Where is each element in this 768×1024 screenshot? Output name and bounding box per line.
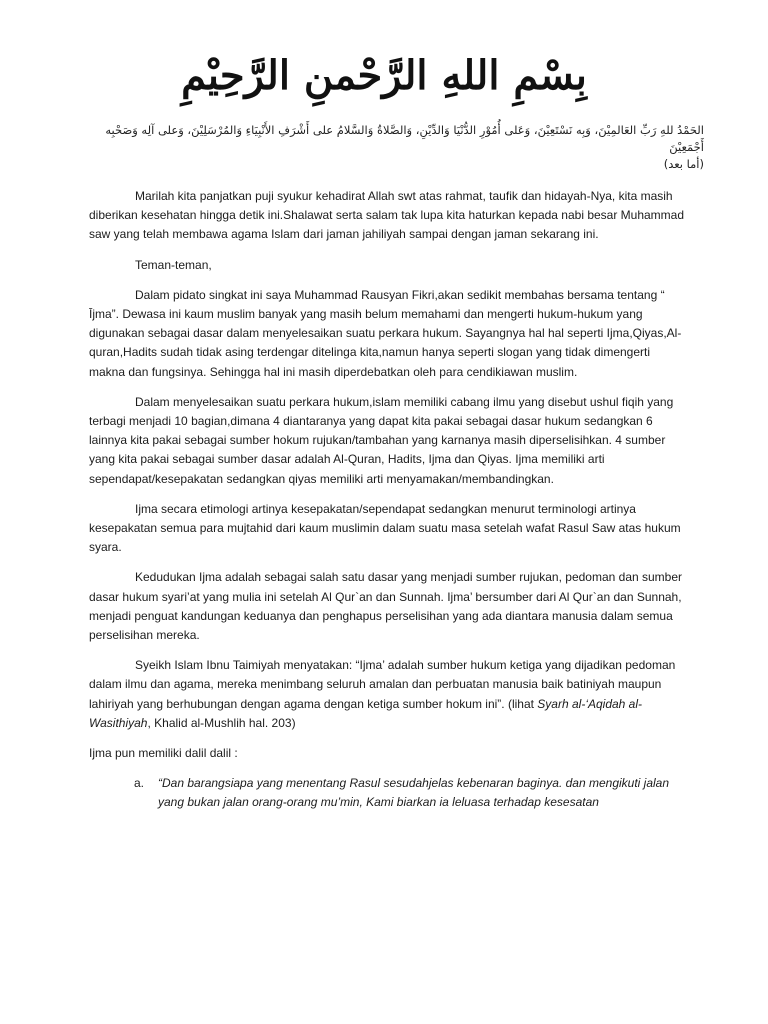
paragraph-dalil-intro: Ijma pun memiliki dalil dalil : [89, 746, 238, 761]
book-title: Syarh al-‘Aqidah al-Wasithiyah [89, 696, 643, 730]
arabic-amma-baad: (أما بعد) [663, 157, 704, 171]
list-item [134, 774, 689, 812]
document-body [89, 187, 689, 813]
paragraph-ijma-definition: Ijma secara etimologi artinya kesepakatan/sependapat sedangkan menurut terminologi artinya kesepakatan semua para mujtahid dari kaum muslimin dalam suatu masa setelah wafat Rasul Saw atas hukum syara. [89, 501, 681, 555]
list-marker: a. [134, 776, 145, 791]
quote-text: Syeikh Islam Ibnu Taimiyah menyatakan: “Ijma’ adalah sumber hukum ketiga yang dijadikan pedoman dalam ilmu dan agama, mereka menimbang seluruh amalan dan perbuatan manusia baik batiniyah maupun lahiriyah yang berhubungan dengan agama dengan ketiga sumber hokum ini”. (lihat [89, 658, 676, 711]
arabic-praise-line: الحَمْدُ للهِ رَبِّ العَالمِيْنَ، وَبِه نَسْتَعِيْنَ، وَعَلى أُمُوْرِ الدُّنْيَا وَالدِّيْنِ، وَالصَّلاةُ وَالسَّلامُ على أَشْرَفِ الأَنْبِيَاءِ وَالمُرْسَلِيْنَ، وَعلى آلِه وَصَحْبِه أَجْمَعِيْنَ [105, 123, 704, 154]
paragraph-ibnu-taimiyah [89, 656, 689, 733]
citation-text: , Khalid al-Mushlih hal. 203) [147, 715, 296, 730]
paragraph-greeting: Teman-teman, [135, 257, 212, 272]
basmala-calligraphy: بِسْمِ اللهِ الرَّحْمنِ الرَّحِيْمِ [181, 52, 587, 99]
list-item-text: “Dan barangsiapa yang menentang Rasul sesudahjelas kebenaran baginya. dan mengikuti jalan yang bukan jalan orang-orang mu’min, Kami biarkan ia leluasa terhadap kesesatan [158, 776, 670, 810]
paragraph-opening: Marilah kita panjatkan puji syukur kehadirat Allah swt atas rahmat, taufik dan hidayah-Nya, kita masih diberikan kesehatan hingga detik ini.Shalawat serta salam tak lupa kita haturkan kepada nabi besar Muhammad saw yang telah membawa agama Islam dari jaman jahiliyah sampai dengan jaman sekarang ini. [89, 189, 685, 242]
arabic-opening [84, 122, 704, 173]
paragraph-introduction: Dalam pidato singkat ini saya Muhammad Rausyan Fikri,akan sedikit membahas bersama tentang “ Ījma”. Dewasa ini kaum muslim banyak yang masih belum memahami dan mengerti hukum-hukum yang digunakan sebagai dasar dalam menyelesaikan suatu perkara hukum. Sayangnya hal hal seperti Ijma,Qiyas,Al-quran,Hadits sudah tidak asing terdengar ditelinga kita,namun hanya seperti slogan yang tidak dimengerti makna dan fungsinya. Sehingga hal ini masih diperdebatkan oleh para cendikiawan muslim. [89, 287, 682, 379]
paragraph-ijma-position: Kedudukan Ijma adalah sebagai salah satu dasar yang menjadi sumber rujukan, pedoman dan sumber dasar hukum syari’at yang mulia ini setelah Al Qur`an dan Sunnah. Ijma’ bersumber dari Al Qur`an dan Sunnah, menjadi penguat kandungan keduanya dan penghapus perselisihan yang ada diantara manusia dalam semua perselisihan mereka. [89, 570, 683, 643]
paragraph-ushul-fiqih: Dalam menyelesaikan suatu perkara hukum,islam memiliki cabang ilmu yang disebut ushul fiqih yang terbagi menjadi 10 bagian,dimana 4 diantaranya yang dapat kita pakai sebagai dasar hukum sedangkan 6 lainnya kita pakai sebagai sumber hokum rujukan/tambahan yang karnanya masih diperselisihkan. 4 sumber yang kita pakai sebagai sumber dasar adalah Al-Quran, Hadits, Ijma dan Qiyas. Ijma memiliki arti sependapat/kesepakatan sedangkan qiyas memiliki arti menyamakan/membandingkan. [89, 394, 674, 486]
